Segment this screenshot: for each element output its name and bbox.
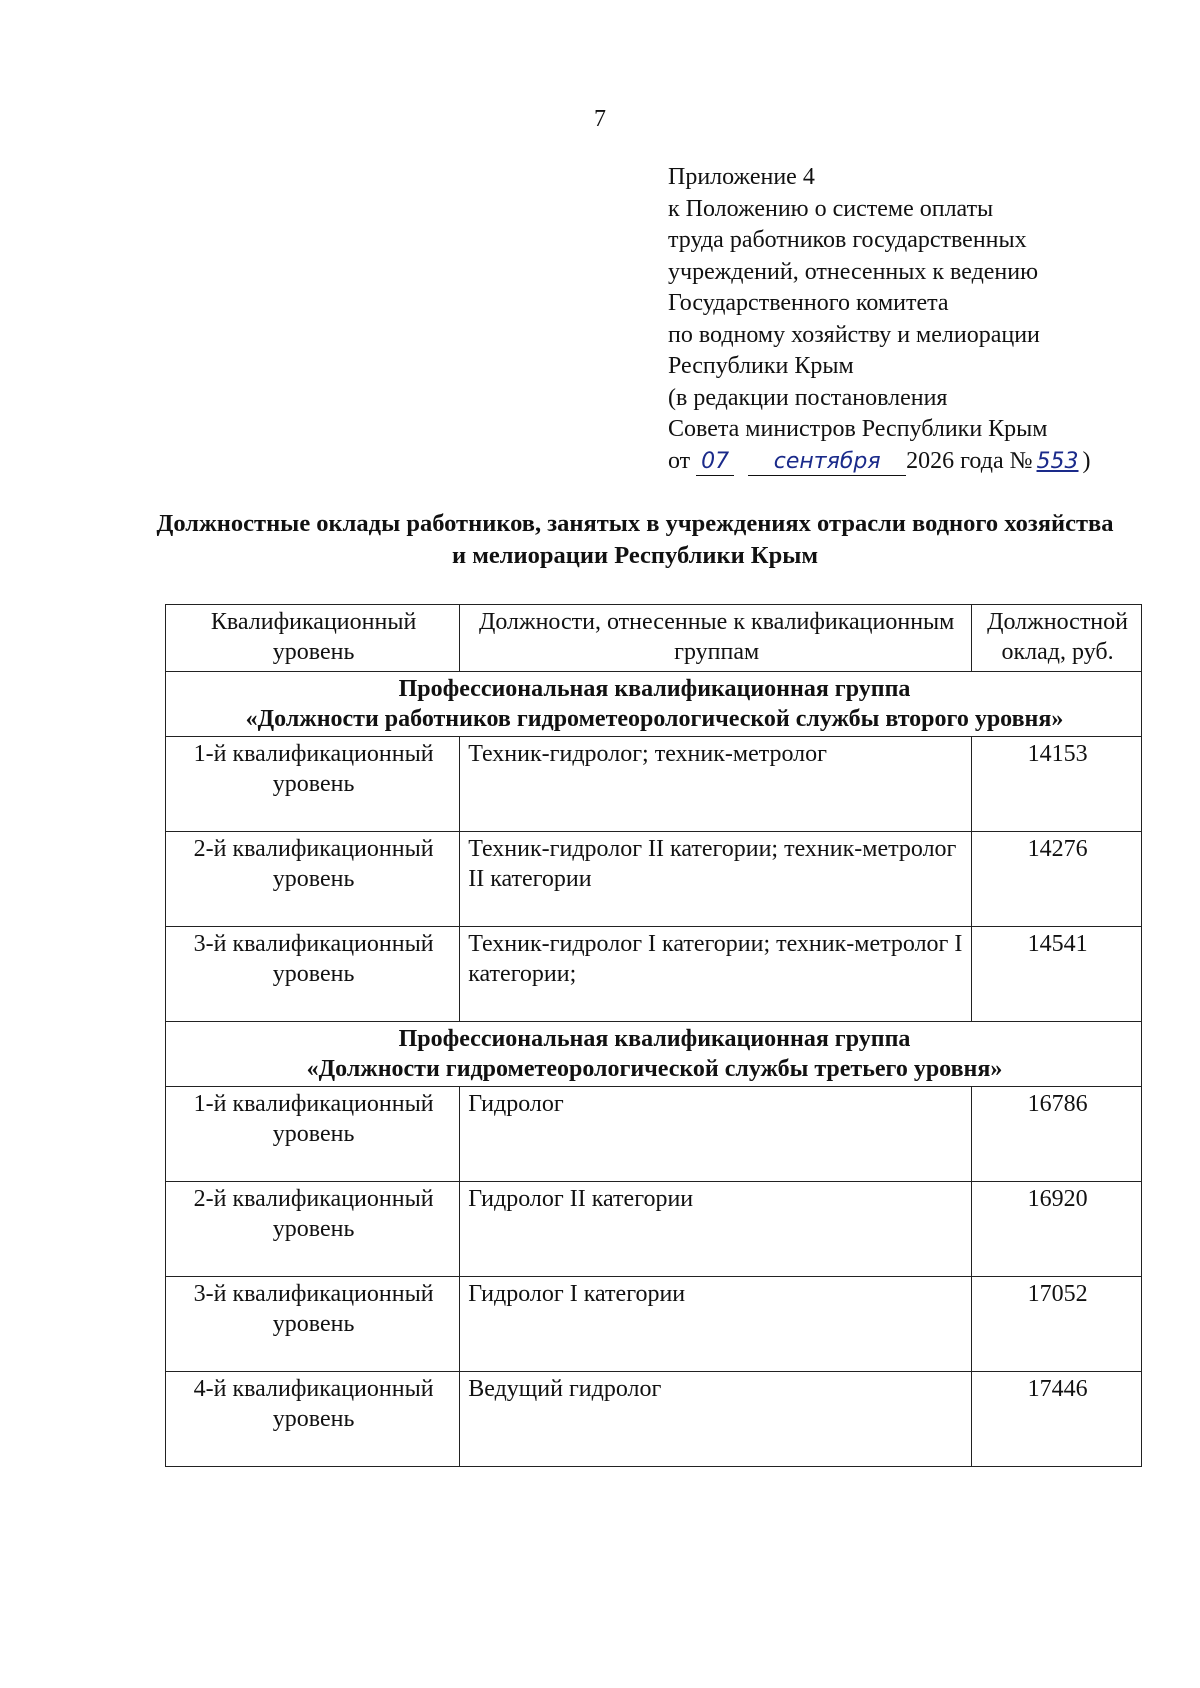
cell-level: 2-й квалификационный уровень [166, 832, 460, 927]
date-suffix: ) [1082, 447, 1091, 474]
cell-level: 3-й квалификационный уровень [166, 927, 460, 1022]
group-header-row [166, 672, 1142, 737]
group-title-line: Профессиональная квалификационная группа [398, 1026, 911, 1052]
appendix-header [668, 162, 1188, 477]
salary-table [165, 604, 1142, 1467]
table-row [166, 737, 1142, 832]
date-year: 2026 года № [906, 447, 1033, 474]
cell-level: 1-й квалификационный уровень [166, 1087, 460, 1182]
cell-positions: Техник-гидролог II категории; техник-метролог II категории [460, 832, 972, 927]
appendix-line: Государственного комитета [668, 290, 949, 316]
cell-salary: 14153 [972, 737, 1142, 832]
table-row [166, 1087, 1142, 1182]
appendix-line: труда работников государственных [668, 227, 1027, 253]
group-title [166, 672, 1142, 737]
group-title-line: «Должности работников гидрометеорологической службы второго уровня» [245, 706, 1064, 732]
handwritten-month: сентября [748, 449, 906, 476]
group-title-line: «Должности гидрометеорологической службы третьего уровня» [306, 1056, 1003, 1082]
header-salary: Должностной оклад, руб. [972, 605, 1142, 672]
cell-level: 2-й квалификационный уровень [166, 1182, 460, 1277]
cell-level: 1-й квалификационный уровень [166, 737, 460, 832]
appendix-line: (в редакции постановления [668, 384, 948, 411]
table-row [166, 1182, 1142, 1277]
appendix-line: к Положению о системе оплаты [668, 195, 994, 222]
appendix-line: Приложение 4 [668, 164, 815, 190]
cell-positions: Ведущий гидролог [460, 1372, 972, 1467]
handwritten-number: 553 [1036, 448, 1079, 474]
table-row [166, 832, 1142, 927]
date-prefix: от [668, 447, 691, 474]
group-header-row [166, 1022, 1142, 1087]
cell-salary: 16786 [972, 1087, 1142, 1182]
page-number: 7 [594, 106, 606, 132]
table-row [166, 1277, 1142, 1372]
cell-salary: 14541 [972, 927, 1142, 1022]
header-positions: Должности, отнесенные к квалификационным группам [460, 605, 972, 672]
header-level: Квалификационный уровень [166, 605, 460, 672]
appendix-date-line [668, 446, 1188, 478]
table-row [166, 927, 1142, 1022]
table-row [166, 1372, 1142, 1467]
cell-positions: Техник-гидролог; техник-метролог [460, 737, 972, 832]
group-title-line: Профессиональная квалификационная группа [398, 676, 911, 702]
cell-salary: 16920 [972, 1182, 1142, 1277]
document-title: Должностные оклады работников, занятых в учреждениях отрасли водного хозяйства и мелиорации Республики Крым [156, 510, 1114, 569]
appendix-line: Республики Крым [668, 353, 854, 379]
cell-salary: 14276 [972, 832, 1142, 927]
cell-salary: 17446 [972, 1372, 1142, 1467]
cell-positions: Гидролог I категории [460, 1277, 972, 1372]
group-title [166, 1022, 1142, 1087]
cell-level: 3-й квалификационный уровень [166, 1277, 460, 1372]
cell-level: 4-й квалификационный уровень [166, 1372, 460, 1467]
table-header-row [166, 605, 1142, 672]
cell-positions: Гидролог [460, 1087, 972, 1182]
appendix-line: по водному хозяйству и мелиорации [668, 321, 1040, 348]
cell-positions: Техник-гидролог I категории; техник-метролог I категории; [460, 927, 972, 1022]
appendix-line: Совета министров Республики Крым [668, 416, 1048, 442]
cell-salary: 17052 [972, 1277, 1142, 1372]
cell-positions: Гидролог II категории [460, 1182, 972, 1277]
appendix-line: учреждений, отнесенных к ведению [668, 258, 1039, 285]
handwritten-day: 07 [696, 449, 734, 476]
